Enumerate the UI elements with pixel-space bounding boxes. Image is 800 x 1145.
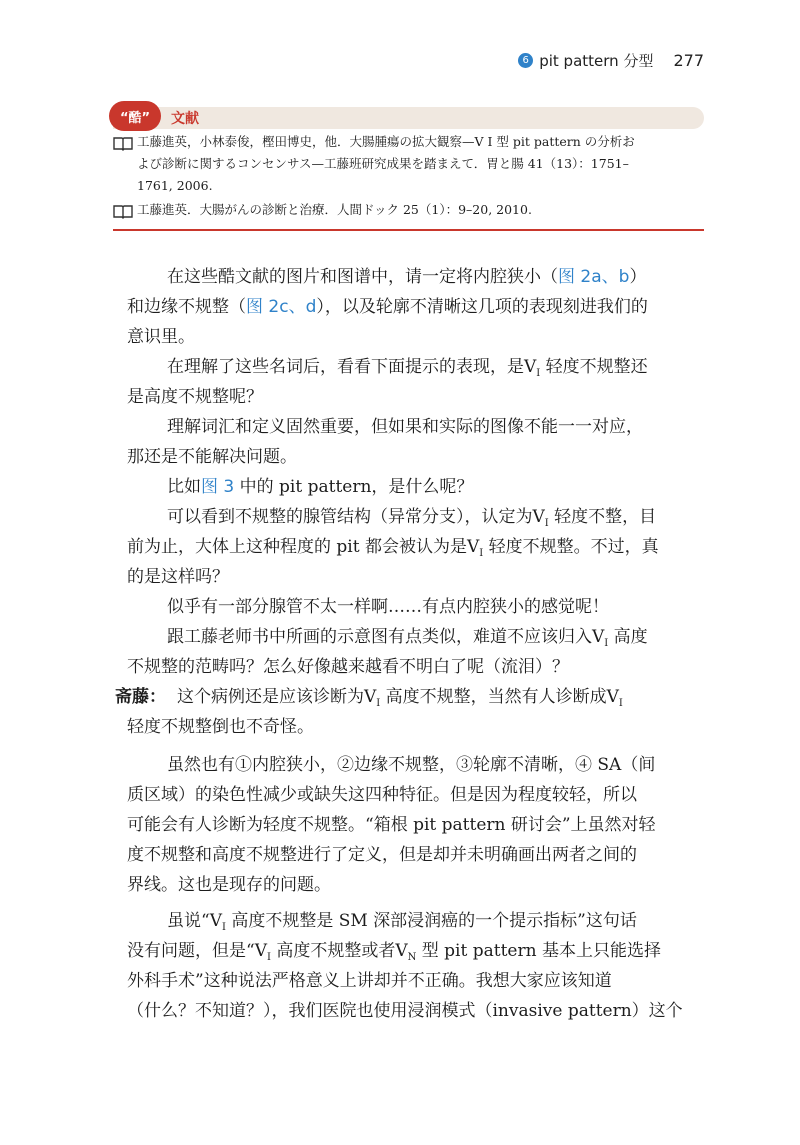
- paragraph-line: 度不规整和高度不规整进行了定义，但是却并未明确画出两者之间的: [127, 845, 637, 865]
- paragraph-line: 理解词汇和定义固然重要，但如果和实际的图像不能一一对应，: [167, 417, 643, 437]
- text: 中的 pit pattern，是什么呢？: [234, 477, 474, 497]
- paragraph-line: （什么？不知道？），我们医院也使用浸润模式（invasive pattern）这个: [127, 1001, 683, 1021]
- paragraph-line: 虽然也有①内腔狭小，②边缘不规整，③轮廓不清晰，④ SA（间: [167, 755, 656, 775]
- subscript: I: [266, 952, 271, 963]
- paragraph-line: 是高度不规整呢？: [127, 387, 263, 407]
- references-box: [113, 107, 704, 231]
- paragraph-line: 不规整的范畴吗？怎么好像越来越看不明白了呢（流泪）？: [127, 657, 569, 677]
- references-header: [113, 107, 704, 129]
- subscript: I: [221, 922, 226, 933]
- paragraph-line: 质区域）的染色性减少或缺失这四种特征。但是因为程度较轻，所以: [127, 785, 637, 805]
- references-title: 文献: [171, 111, 199, 127]
- paragraph-line: [127, 532, 707, 562]
- text: ）: [629, 267, 647, 287]
- book-icon: [113, 131, 137, 197]
- page-number: 277: [673, 51, 704, 70]
- subscript: I: [536, 368, 541, 379]
- text: 型 pit pattern 基本上只能选择: [416, 941, 661, 961]
- text: 可以看到不规整的腺管结构（异常分支），认定为V: [167, 507, 545, 527]
- subscript: I: [544, 518, 549, 529]
- subscript: I: [618, 698, 623, 709]
- text: 和边缘不规整（: [127, 297, 246, 317]
- text: 在理解了这些名词后，看看下面提示的表现，是V: [167, 357, 537, 377]
- paragraph-line: 可能会有人诊断为轻度不规整。“箱根 pit pattern 研讨会”上虽然对轻: [127, 815, 656, 835]
- text: 前为止，大体上这种程度的 pit 都会被认为是V: [127, 537, 480, 557]
- paragraph-line: [127, 906, 707, 936]
- references-divider: [113, 229, 704, 231]
- subscript: I: [376, 698, 381, 709]
- paragraph-line: 的是这样吗？: [127, 567, 229, 587]
- speaker-label: 斋藤：: [115, 687, 166, 707]
- reference-line: よび診断に関するコンセンサス—工藤班研究成果を踏まえて．胃と腸 41（13）：1751–: [137, 156, 629, 171]
- text: 轻度不规整还: [540, 357, 648, 377]
- text: 虽说“V: [167, 911, 222, 931]
- reference-line: 1761, 2006.: [137, 178, 213, 193]
- paragraph-line: 轻度不规整倒也不奇怪。: [127, 717, 314, 737]
- text: 比如: [167, 477, 201, 497]
- paragraph-line: [127, 352, 707, 382]
- text: 高度: [608, 627, 648, 647]
- reference-line: 工藤進英．大腸がんの診断と治療．人間ドック 25（1）：9–20, 2010.: [137, 202, 532, 217]
- reference-item: [113, 131, 704, 197]
- paragraph-line: [127, 472, 707, 502]
- cool-badge: “酷”: [109, 101, 161, 131]
- paragraph-line: [127, 936, 707, 966]
- paragraph-line: 界线。这也是现存的问题。: [127, 875, 331, 895]
- reference-item: [113, 199, 704, 225]
- text: 跟工藤老师书中所画的示意图有点类似，难道不应该归入V: [167, 627, 605, 647]
- body-text: [115, 256, 707, 1026]
- subscript: I: [604, 638, 609, 649]
- paragraph-line: [127, 502, 707, 532]
- text: 轻度不整，目: [548, 507, 657, 527]
- paragraph-line: 似乎有一部分腺管不太一样啊……有点内腔狭小的感觉呢！: [167, 597, 609, 617]
- text: 高度不规整是 SM 深部浸润癌的一个提示指标”这句话: [225, 911, 637, 931]
- subscript: N: [407, 952, 417, 963]
- paragraph-line: 那还是不能解决问题。: [127, 447, 297, 467]
- paragraph-line: 意识里。: [127, 327, 195, 347]
- chapter-title: pit pattern 分型: [539, 52, 654, 70]
- paragraph-line: [127, 262, 707, 292]
- text: 这个病例还是应该诊断为V: [177, 687, 377, 707]
- text: 高度不规整，当然有人诊断成V: [380, 687, 619, 707]
- paragraph-line: [115, 682, 707, 712]
- figure-reference[interactable]: 图 2c、d: [246, 297, 317, 317]
- book-icon: [113, 199, 137, 225]
- text: 轻度不规整。不过，真: [483, 537, 659, 557]
- paragraph-line: [127, 622, 707, 652]
- text: 没有问题，但是“V: [127, 941, 267, 961]
- figure-reference[interactable]: 图 3: [201, 477, 235, 497]
- reference-line: 工藤進英，小林泰俊，樫田博史，他．大腸腫瘍の拡大観察—V I 型 pit pattern の分析お: [137, 134, 635, 149]
- paragraph-line: 外科手术”这种说法严格意义上讲却并不正确。我想大家应该知道: [127, 971, 612, 991]
- subscript: I: [479, 548, 484, 559]
- text: 在这些酷文献的图片和图谱中，请一定将内腔狭小（: [167, 267, 558, 287]
- figure-reference[interactable]: 图 2a、b: [558, 267, 630, 287]
- text: ），以及轮廓不清晰这几项的表现刻进我们的: [316, 297, 648, 317]
- page-header: [518, 50, 704, 71]
- text: 高度不规整或者V: [270, 941, 408, 961]
- chapter-number-badge: 6: [518, 53, 533, 68]
- paragraph-line: [127, 292, 707, 322]
